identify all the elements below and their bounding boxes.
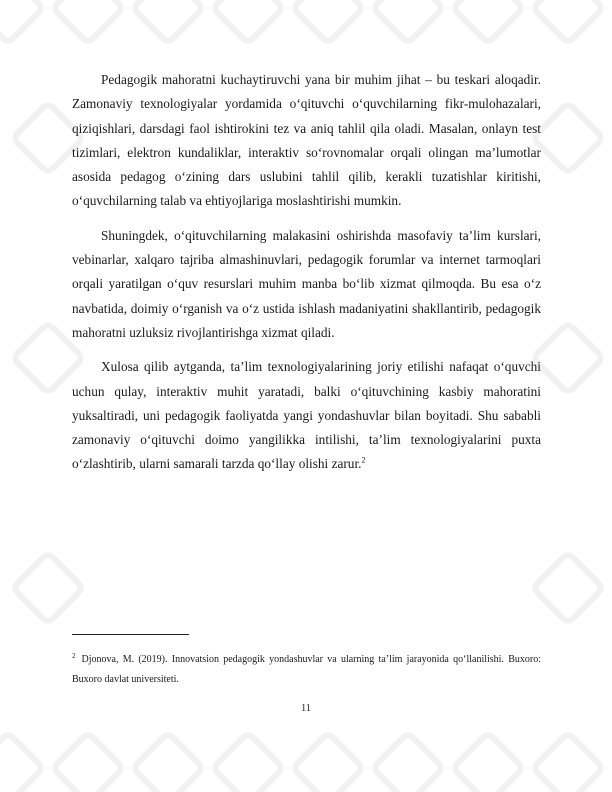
paragraph-conclusion: Xulosa qilib aytganda, ta’lim texnologiyalarining joriy etilishi nafaqat o‘quvchi uchun qulay, interaktiv muhit yaratadi, balki o‘qituvchining kasbiy mahoratini yuksaltiradi, uni pedagogik faoliyatda yangi yondashuvlar bilan boyitadi. Shu sababli zamonaviy o‘qituvchi doimo yangilikka intilishi, ta’lim texnologiyalarini puxta o‘zlashtirib, ularni samarali tarzda qo‘llay olishi zarur.$^2$ bbox=[72, 359, 541, 472]
footnote-marker: 2 bbox=[72, 651, 76, 660]
paragraph-professional-development: Shuningdek, o‘qituvchilarning malakasini oshirishda masofaviy ta’lim kurslari, vebinarlar, xalqaro tajriba almashinuvlari, pedagogik forumlar va internet tarmoqlari orqali yaratilgan o‘quv resurslari muhim manba bo‘lib xizmat qilmoqda. Bu esa o‘z navbatida, doimiy o‘rganish va o‘z ustida ishlash madaniyatini shakllantirib, pedagogik mahoratni uzluksiz rivojlantirishga xizmat qiladi. bbox=[72, 227, 541, 340]
footnote bbox=[72, 650, 541, 690]
paragraph-feedback: Pedagogik mahoratni kuchaytiruvchi yana bir muhim jihat – bu teskari aloqadir. Zamonaviy texnologiyalar yordamida o‘qituvchi o‘quvchilarning fikr-mulohazalari, qiziqishlari, darsdagi faol ishtirokini tez va aniq tahlil qila oladi. Masalan, onlayn test tizimlari, elektron kundaliklar, interaktiv so‘rovnomalar orqali olingan ma’lumotlar asosida pedagog o‘zining dars uslubini tahlil qilib, kerakli tuzatishlar kiritishi, o‘quvchilarning talab va ehtiyojlariga moslashtirishi mumkin. bbox=[72, 72, 541, 209]
footnote-reference[interactable]: 2 bbox=[361, 456, 366, 466]
footnote-text: Djonova, M. (2019). Innovatsion pedagogik yondashuvlar va ularning ta’lim jarayonida qo‘llanilishi. Buxoro: Buxoro davlat universiteti. bbox=[72, 654, 541, 685]
document-body bbox=[72, 68, 541, 487]
footnote-separator bbox=[72, 634, 189, 635]
page-number: 11 bbox=[301, 703, 311, 714]
